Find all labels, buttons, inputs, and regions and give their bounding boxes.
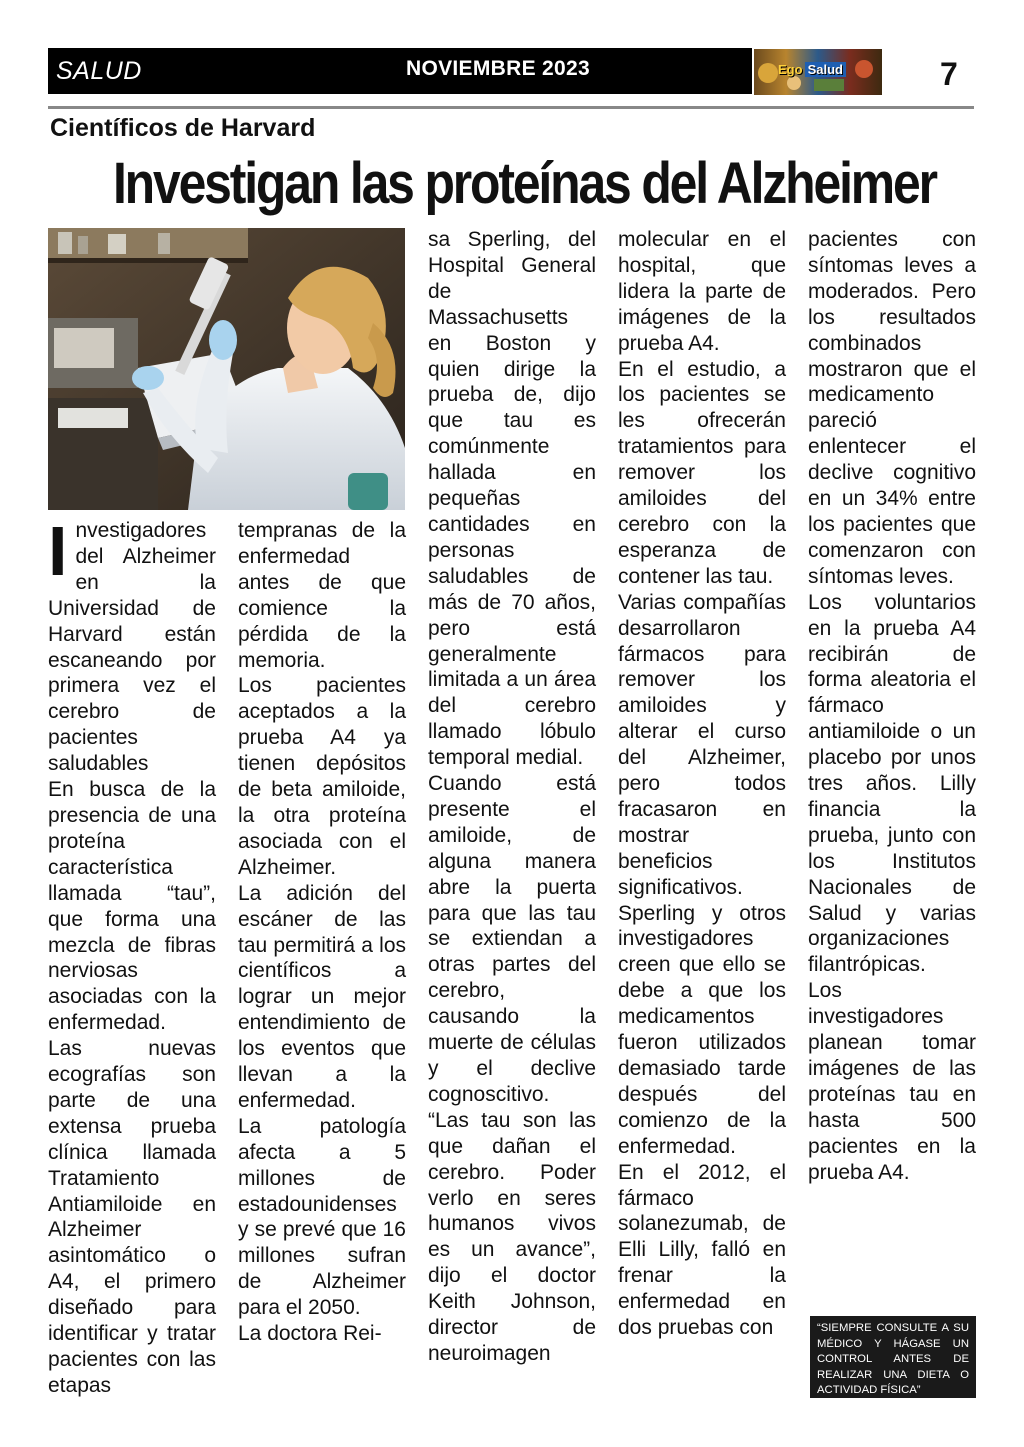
- logo-text: Ego Salud: [778, 62, 846, 77]
- paragraph: En busca de la presencia de una proteína característica llamada “tau”, que forma una mezcla de fibras nerviosas asociadas con la enfermedad.: [48, 778, 216, 1035]
- paragraph: La doctora Rei-: [238, 1322, 382, 1346]
- scientist-lab-photo-icon: [48, 228, 405, 510]
- issue-date: NOVIEMBRE 2023: [406, 57, 590, 80]
- paragraph: La patología afecta a 5 millones de estadounidenses y se prevé que 16 millones sufran de Alzheimer para el 2050.: [238, 1114, 406, 1320]
- paragraph: En el estudio, a los pacientes se les ofrecerán tratamientos para remover los amiloides del cerebro con la esperanza de contener las tau.: [618, 357, 786, 588]
- paragraph: Varias compañías desarrollaron fármacos para remover los amiloides y alterar el curso del Alzheimer, pero todos fracasaron en mostrar beneficios significativos. Sperling y otros investigadores creen que ello se debe a que los medicamentos fueron utilizados demasiado tarde después del comienzo de la enfermedad.: [618, 590, 786, 1158]
- header-bar: [48, 48, 752, 94]
- drop-cap: I: [48, 512, 68, 590]
- section-label: SALUD: [56, 57, 142, 85]
- paragraph: Investigadores del Alzheimer en la Universidad de Harvard están escaneando por primera vez el cerebro de pacientes saludables: [48, 512, 216, 776]
- article-column-5: [808, 227, 976, 1186]
- article-kicker: Científicos de Harvard: [50, 114, 316, 142]
- page-number: 7: [940, 56, 958, 92]
- paragraph: La adición del escáner de las tau permitirá a los científicos a lograr un mejor entendimiento de los eventos que llevan a la enfermedad.: [238, 881, 406, 1112]
- header-rule: [48, 106, 974, 109]
- paragraph: Las nuevas ecografías son parte de una extensa prueba clínica llamada Tratamiento Antiamiloide en Alzheimer asintomático o A4, el primero diseñado para identificar y tratar pacientes con las etapas: [48, 1037, 216, 1397]
- paragraph: sa Sperling, del Hospital General de Massachusetts en Boston y quien dirige la prueba de, dijo que tau es comúnmente hallada en pequeñas cantidades en personas saludables de más de 70 años, pero está generalmente limitada a un área del cerebro llamado lóbulo temporal medial.: [428, 228, 596, 770]
- health-notice-box: “SIEMPRE CONSULTE A SU MÉDICO Y HÁGASE UN CONTROL ANTES DE REALIZAR UNA DIETA O ACTIVIDAD FÍSICA”: [810, 1316, 976, 1398]
- article-column-2: [238, 518, 406, 1347]
- paragraph: Los investigadores planean tomar imágenes de las proteínas tau en hasta 500 pacientes en la prueba A4.: [808, 979, 976, 1184]
- paragraph: tempranas de la enfermedad antes de que comience la pérdida de la memoria.: [238, 519, 406, 672]
- paragraph: Cuando está presente el amiloide, de alguna manera abre la puerta para que las tau se extiendan a otras partes del cerebro, causando la muerte de células y el declive cognoscitivo.: [428, 772, 596, 1106]
- article-column-4: [618, 227, 786, 1341]
- paragraph: pacientes con síntomas leves a moderados. Pero los resultados combinados mostraron que el medicamento pareció enlentecer el declive cognitivo en un 34% entre los pacientes que comenzaron con síntomas leves.: [808, 228, 976, 588]
- paragraph: Los voluntarios en la prueba A4 recibirán de forma aleatoria el fármaco antiamiloide o un placebo por unos tres años. Lilly financia la prueba, junto con los Institutos Nacionales de Salud y varias organizaciones filantrópicas.: [808, 590, 976, 977]
- article-headline: Investigan las proteínas del Alzheimer: [112, 151, 936, 216]
- paragraph: molecular en el hospital, que lidera la parte de imágenes de la prueba A4.: [618, 228, 786, 355]
- paragraph: Los pacientes aceptados a la prueba A4 ya tienen depósitos de beta amiloide, la otra proteína asociada con el Alzheimer.: [238, 674, 406, 879]
- article-column-1: [48, 512, 216, 1399]
- magazine-logo-icon: [754, 49, 882, 95]
- paragraph: En el 2012, el fármaco solanezumab, de Elli Lilly, falló en frenar la enfermedad en dos pruebas con: [618, 1160, 786, 1340]
- article-column-3: [428, 227, 596, 1367]
- paragraph: “Las tau son las que dañan el cerebro. Poder verlo en seres humanos vivos es un avance”, dijo el doctor Keith Johnson, director de neuroimagen: [428, 1108, 596, 1365]
